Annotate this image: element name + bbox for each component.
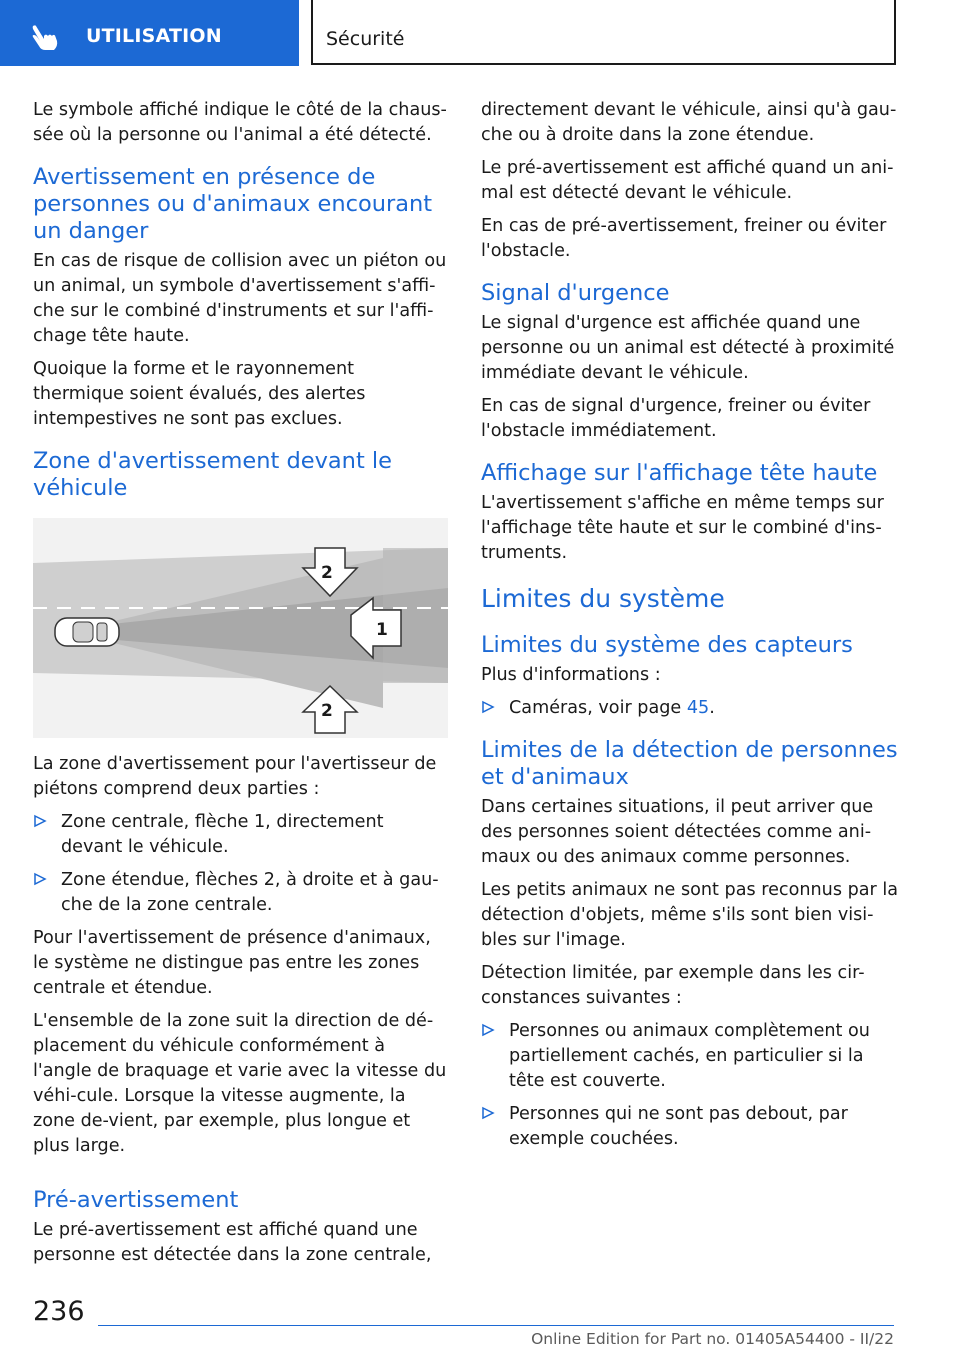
paragraph: Pour l'avertissement de présence d'animaux, le système ne distingue pas entre les zones centrale et étendue. xyxy=(33,928,431,998)
car-icon xyxy=(55,618,119,646)
list-item xyxy=(33,810,448,860)
heading-detection-limits: Limites de la détection de personnes et d'animaux xyxy=(481,737,898,790)
list-item xyxy=(33,868,448,918)
list-item-text: Zone étendue, flèches 2, à droite et à gau-che de la zone centrale. xyxy=(61,870,439,915)
chapter-title: Sécurité xyxy=(326,28,405,50)
paragraph: La zone d'avertissement pour l'avertisseur de piétons comprend deux parties : xyxy=(33,754,437,799)
paragraph: L'ensemble de la zone suit la direction de dé-placement du véhicule conformément à l'angle de braquage et varie avec la vitesse du véhi-cule. Lorsque la vitesse augmente, la zone de-vient, par exemple, plus longue et plus large. xyxy=(33,1011,447,1156)
page-number: 236 xyxy=(33,1296,85,1327)
paragraph: L'avertissement s'affiche en même temps sur l'affichage tête haute et sur le combiné d'ins-truments. xyxy=(481,493,884,563)
heading-system-limits: Limites du système xyxy=(481,584,725,613)
list-item xyxy=(481,1019,901,1094)
paragraph: Détection limitée, par exemple dans les cir-constances suivantes : xyxy=(481,963,865,1008)
header-section-tab xyxy=(0,0,299,66)
right-column xyxy=(481,98,901,1160)
triangle-bullet-icon xyxy=(481,1106,495,1120)
triangle-bullet-icon xyxy=(33,872,47,886)
list-item xyxy=(481,1102,901,1152)
header-chapter-box xyxy=(311,0,896,65)
heading-head-up-display: Affichage sur l'affichage tête haute xyxy=(481,460,878,486)
bullet-list xyxy=(33,810,448,918)
heading-warning-zone: Zone d'avertissement devant le véhicule xyxy=(33,448,393,501)
paragraph: Plus d'informations : xyxy=(481,665,661,685)
triangle-bullet-icon xyxy=(33,814,47,828)
arrow-label-2-top: 2 xyxy=(321,563,333,583)
paragraph: Le symbole affiché indique le côté de la chaus-sée où la personne ou l'animal a été détecté. xyxy=(33,100,447,145)
paragraph: Les petits animaux ne sont pas reconnus par la détection d'objets, même s'ils sont bien visi-bles sur l'image. xyxy=(481,880,899,950)
footer-divider xyxy=(98,1325,894,1326)
paragraph: Le pré-avertissement est affiché quand un ani-mal est détecté devant le véhicule. xyxy=(481,158,894,203)
page-link-45[interactable]: 45 xyxy=(686,698,710,718)
paragraph: Dans certaines situations, il peut arriver que des personnes soient détectées comme ani-maux ou des animaux comme personnes. xyxy=(481,797,874,867)
paragraph: Quoique la forme et le rayonnement thermique soient évalués, des alertes intempestives ne sont pas exclues. xyxy=(33,359,366,429)
list-item-text: Personnes qui ne sont pas debout, par exemple couchées. xyxy=(509,1104,848,1149)
list-item xyxy=(481,696,901,721)
list-item-text-end: . xyxy=(709,698,715,718)
warning-zone-figure xyxy=(33,518,448,738)
heading-pre-warning: Pré-avertissement xyxy=(33,1187,239,1213)
paragraph: En cas de risque de collision avec un piéton ou un animal, un symbole d'avertissement s'affi-che sur le combiné d'instruments et sur l'affi-chage tête haute. xyxy=(33,251,447,346)
heading-warning-pedestrians: Avertissement en présence de personnes ou d'animaux encourant un danger xyxy=(33,164,433,244)
list-item-text: Personnes ou animaux complètement ou partiellement cachés, en particulier si la tête est couverte. xyxy=(509,1021,870,1091)
section-title: UTILISATION xyxy=(86,25,222,47)
heading-sensor-limits: Limites du système des capteurs xyxy=(481,632,853,658)
triangle-bullet-icon xyxy=(481,700,495,714)
heading-emergency-signal: Signal d'urgence xyxy=(481,280,670,306)
left-column xyxy=(33,98,448,1276)
triangle-bullet-icon xyxy=(481,1023,495,1037)
bullet-list xyxy=(481,696,901,721)
paragraph: directement devant le véhicule, ainsi qu'à gau-che ou à droite dans la zone étendue. xyxy=(481,100,897,145)
paragraph: Le signal d'urgence est affichée quand une personne ou un animal est détecté à proximité immédiate devant le véhicule. xyxy=(481,313,895,383)
hand-pointer-icon xyxy=(30,24,66,52)
arrow-label-1: 1 xyxy=(376,620,388,640)
bullet-list xyxy=(481,1019,901,1152)
footer-edition: Online Edition for Part no. 01405A54400 - II/22 xyxy=(531,1330,894,1348)
list-item-text: Zone centrale, flèche 1, directement devant le véhicule. xyxy=(61,812,384,857)
arrow-label-2-bottom: 2 xyxy=(321,701,333,721)
paragraph: En cas de signal d'urgence, freiner ou éviter l'obstacle immédiatement. xyxy=(481,396,871,441)
paragraph: Le pré-avertissement est affiché quand une personne est détectée dans la zone centrale, xyxy=(33,1220,432,1265)
list-item-text: Caméras, voir page xyxy=(509,698,687,718)
paragraph: En cas de pré-avertissement, freiner ou éviter l'obstacle. xyxy=(481,216,887,261)
